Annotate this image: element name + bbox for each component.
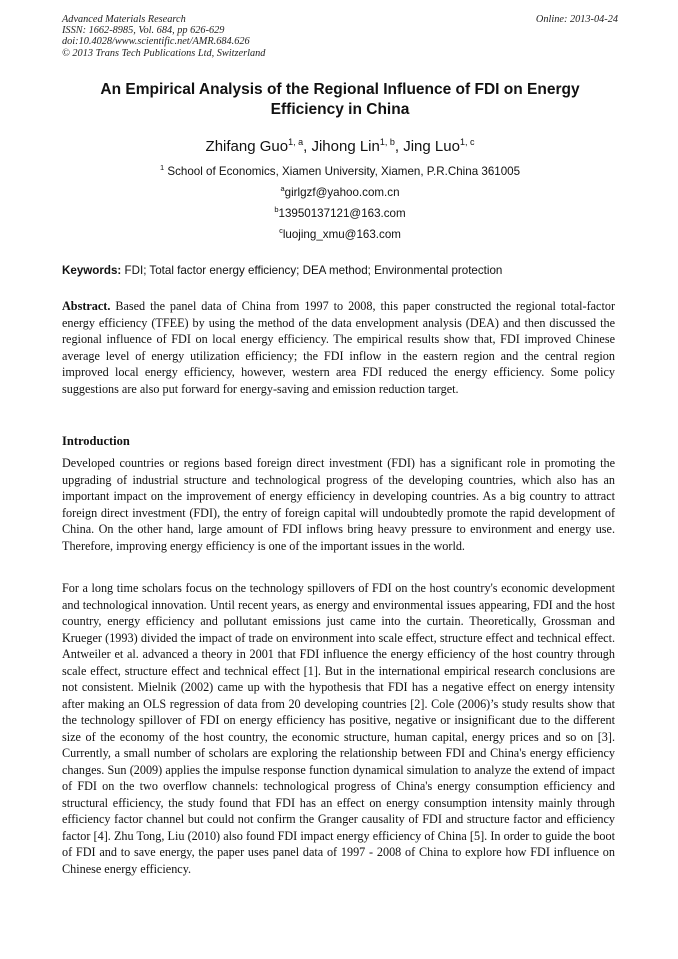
keywords xyxy=(62,264,618,278)
author-list: Zhifang Guo$^{1, a}$, Jihong Lin$^{1, b}$, Jing Luo$^{1, c}$ xyxy=(205,137,475,155)
email-sup: a xyxy=(280,184,285,193)
email-text: 13950137121@163.com xyxy=(278,207,406,220)
journal-name: Advanced Materials Research xyxy=(62,14,186,25)
author-sup: 1, a xyxy=(288,137,304,147)
affiliation-sup: 1 xyxy=(159,163,165,172)
author-sup: 1, c xyxy=(459,137,475,147)
author-sup: 1, b xyxy=(379,137,395,147)
copyright-line: © 2013 Trans Tech Publications Ltd, Switzerland xyxy=(62,47,266,59)
email-sup: b xyxy=(274,205,279,214)
email-text: luojing_xmu@163.com xyxy=(282,228,401,241)
abstract-text: Based the panel data of China from 1997 to 2008, this paper constructed the regional total-factor energy efficiency (TFEE) by using the method of the data envelopment analysis (DEA) and then discussed the regional influence of FDI on local energy efficiency. The empirical results show that, FDI improved Chinese average level of energy utilization efficiency; the FDI inflow in the eastern region and the central region improved local energy efficiency, however, western area FDI reduced the energy efficiency. Some policy suggestions are also put forward for energy-saving and emission reduction target. xyxy=(62,299,615,396)
email-sup: c xyxy=(279,226,283,235)
doi-line: doi:10.4028/www.scientific.net/AMR.684.626 xyxy=(62,36,250,48)
author-name: Zhifang Guo xyxy=(205,138,289,155)
keywords-label: Keywords: xyxy=(62,264,122,277)
email-a xyxy=(62,186,618,200)
intro-paragraph-1: Developed countries or regions based foreign direct investment (FDI) has a significant role in promoting the upgrading of industrial structure and technological progress of the developing countries, which also has an important impact on the improvement of energy efficiency in developing countries. As a big country to attract foreign direct investment (FDI), the entry of foreign capital will undoubtedly promote the rapid development of China. On the other hand, large amount of FDI inflows bring heavy pressure to environment and energy use. Therefore, improving energy efficiency is one of the important issues in the world. xyxy=(62,456,615,553)
author-name: Jing Luo xyxy=(403,138,460,155)
introduction-heading: Introduction xyxy=(62,434,130,448)
email-b xyxy=(62,207,618,221)
affiliation xyxy=(62,165,618,179)
keywords-text: FDI; Total factor energy efficiency; DEA method; Environmental protection xyxy=(124,264,503,277)
affiliation-text: School of Economics, Xiamen University, Xiamen, P.R.China 361005 xyxy=(167,165,521,178)
intro-paragraph-2: For a long time scholars focus on the technology spillovers of FDI on the host country's economic development and technological innovation. Until recent years, as energy and environmental issues appearing, FDI and the host country, energy efficiency and pollutant emissions just came into the curtain. Theoretically, Grossman and Krueger (1993) divided the impact of trade on environment into scale effect, structure effect and technical effect. Antweiler et al. advanced a theory in 2001 that FDI influence the energy efficiency of the host country through scale effect, structure effect and technical effect [1]. But in the international empirical research conclusions are not consistent. Mielnik (2002) came up with the hypothesis that FDI has a negative effect on energy intensity after making an OLS regression of data from 20 developing countries [2]. Cole (2006)’s study results show that the technology spillover of FDI on energy efficiency has positive, negative or insignificant due to the different size of the economy of the host country, the economic structure, human capital, energy prices and so on [3]. Currently, a small number of scholars are exploring the relationship between FDI and China's energy efficiency changes. Sun (2009) applies the impulse response function dynamical simulation to analyze the extend of impact of FDI on the two overflow channels: technological progress of China's energy consumption efficiency and structural efficiency, the study found that FDI has an effect on energy consumption intensity mainly through efficiency factor channel but could not confirm the Granger causality of FDI and structure factor and efficiency factor [4]. Zhu Tong, Liu (2010) also found FDI impact energy efficiency of China [5]. In order to guide the boot of FDI and to save energy, the paper uses panel data of 1997 - 2008 of China to explore how FDI influence on Chinese energy efficiency. xyxy=(62,581,615,876)
issn-line: ISSN: 1662-8985, Vol. 684, pp 626-629 xyxy=(62,25,225,37)
author-name: Jihong Lin xyxy=(311,138,380,155)
paper-title: An Empirical Analysis of the Regional Influence of FDI on Energy Efficiency in China xyxy=(100,81,580,118)
online-date: Online: 2013-04-24 xyxy=(535,14,618,25)
journal-header xyxy=(62,14,618,59)
abstract xyxy=(62,298,615,397)
email-text: girlgzf@yahoo.com.cn xyxy=(284,186,400,199)
abstract-label: Abstract. xyxy=(62,299,111,313)
email-c xyxy=(62,228,618,242)
